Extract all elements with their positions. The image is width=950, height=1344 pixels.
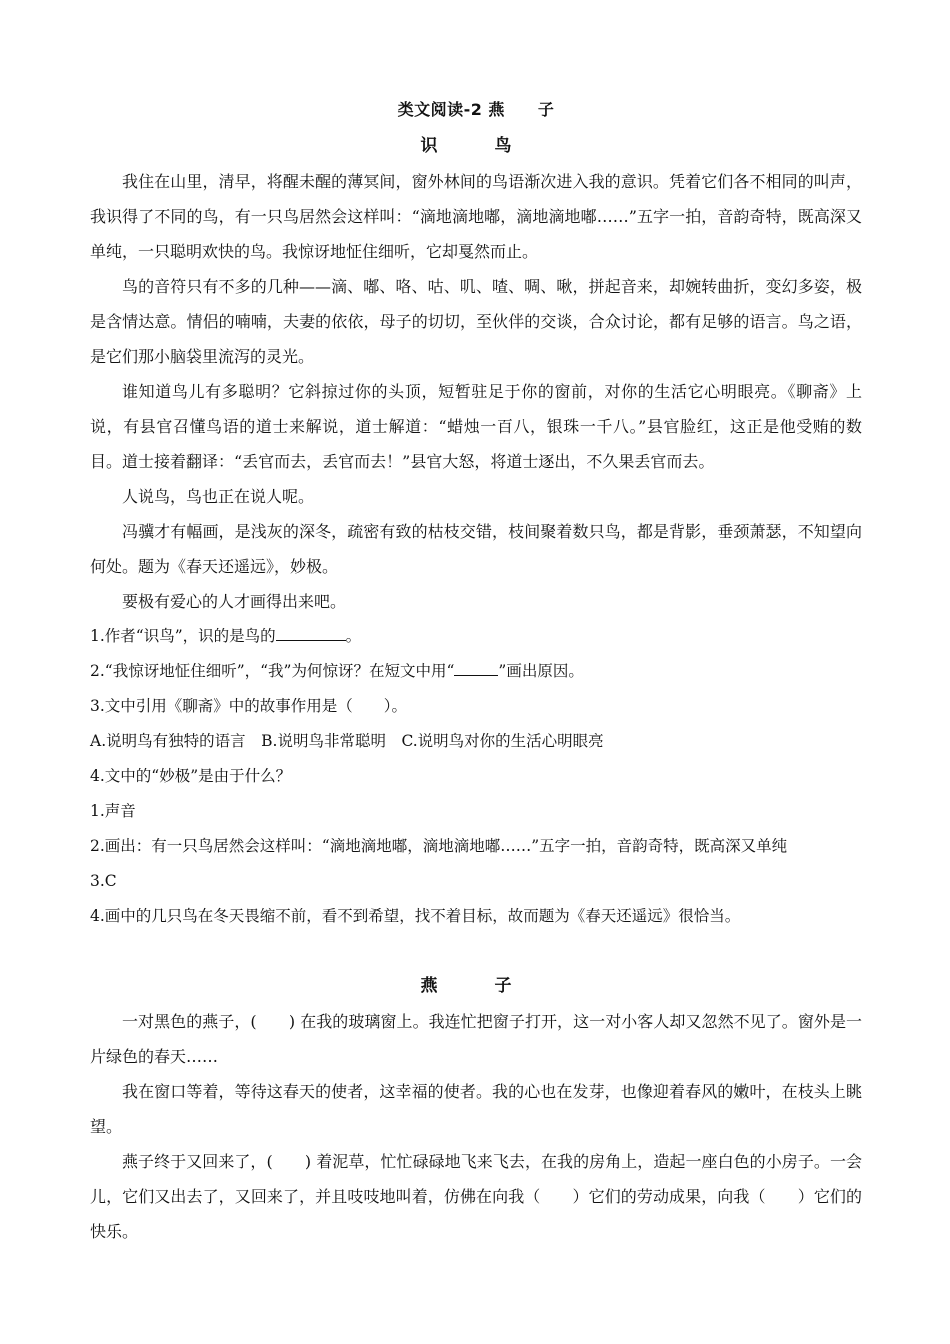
paragraph: 一对黑色的燕子，( ) 在我的玻璃窗上。我连忙把窗子打开，这一对小客人却又忽然不见了。窗外是一片绿色的春天……: [90, 1012, 862, 1066]
paragraph: 我住在山里，清早，将醒未醒的薄冥间，窗外林间的鸟语渐次进入我的意识。凭着它们各不相同的叫声，我识得了不同的鸟，有一只鸟居然会这样叫：“滴地滴地嘟，滴地滴地嘟……”五字一拍，音韵奇特，既高深又单纯，一只聪明欢快的鸟。我惊讶地怔住细听，它却戛然而止。: [90, 172, 862, 261]
answer-3: 3.C: [90, 872, 117, 890]
answer-blank: [276, 622, 346, 641]
answers: [90, 794, 862, 934]
paragraph: 要极有爱心的人才画得出来吧。: [122, 592, 347, 611]
paragraph: 燕子终于又回来了，( ) 着泥草，忙忙碌碌地飞来飞去，在我的房角上，造起一座白色的小房子。一会儿，它们又出去了，又回来了，并且吱吱地叫着，仿佛在向我（ ）它们的劳动成果，向我（ ）它们的快乐。: [90, 1152, 862, 1241]
paragraph: 冯骥才有幅画，是浅灰的深冬，疏密有致的枯枝交错，枝间聚着数只鸟，都是背影，垂颈萧瑟，不知望向何处。题为《春天还遥远》，妙极。: [90, 522, 862, 576]
document-title: 类文阅读-2 燕 子: [397, 100, 555, 119]
question-3-options: A.说明鸟有独特的语言 B.说明鸟非常聪明 C.说明鸟对你的生活心明眼亮: [90, 732, 604, 750]
question-2: 2.“我惊讶地怔住细听”，“我”为何惊讶？在短文中用“ ”画出原因。: [90, 654, 862, 689]
question-4: 4.文中的“妙极”是由于什么？: [90, 767, 292, 785]
questions: [90, 619, 862, 794]
article-body-swallow: [90, 1004, 862, 1249]
paragraph: 鸟的音符只有不多的几种——滴、嘟、咯、咕、叽、喳、啁、啾，拼起音来，却婉转曲折，变幻多姿，极是含情达意。情侣的喃喃，夫妻的依依，母子的切切，至伙伴的交谈，合众讨论，都有足够的语言。鸟之语，是它们那小脑袋里流泻的灵光。: [90, 277, 862, 366]
paragraph: 谁知道鸟儿有多聪明？它斜掠过你的头顶，短暂驻足于你的窗前，对你的生活它心明眼亮。《聊斋》上说，有县官召懂鸟语的道士来解说，道士解道：“蜡烛一百八，银珠一千八。”县官脸红，这正是他受贿的数目。道士接着翻译：“丢官而去，丢官而去！”县官大怒，将道士逐出，不久果丢官而去。: [90, 382, 862, 471]
answer-4: 4.画中的几只鸟在冬天畏缩不前，看不到希望，找不着目标，故而题为《春天还遥远》很恰当。: [90, 907, 741, 925]
answer-2: 2.画出：有一只鸟居然会这样叫：“滴地滴地嘟，滴地滴地嘟……”五字一拍，音韵奇特，既高深又单纯: [90, 837, 788, 855]
article-title-swallow: 燕 子: [420, 976, 532, 996]
section-gap: [90, 934, 862, 962]
underline-mark: [454, 657, 498, 676]
paragraph: 我在窗口等着，等待这春天的使者，这幸福的使者。我的心也在发芽，也像迎着春风的嫩叶，在枝头上眺望。: [90, 1082, 862, 1136]
article-title-bird: 识 鸟: [420, 136, 532, 156]
question-1: 1.作者“识鸟”，识的是鸟的 。: [90, 619, 862, 654]
article-body-bird: [90, 164, 862, 619]
document-page: [90, 96, 862, 1249]
paragraph: 人说鸟，鸟也正在说人呢。: [122, 487, 315, 506]
question-3: 3.文中引用《聊斋》中的故事作用是（ ）。: [90, 697, 408, 715]
answer-1: 1.声音: [90, 802, 136, 820]
